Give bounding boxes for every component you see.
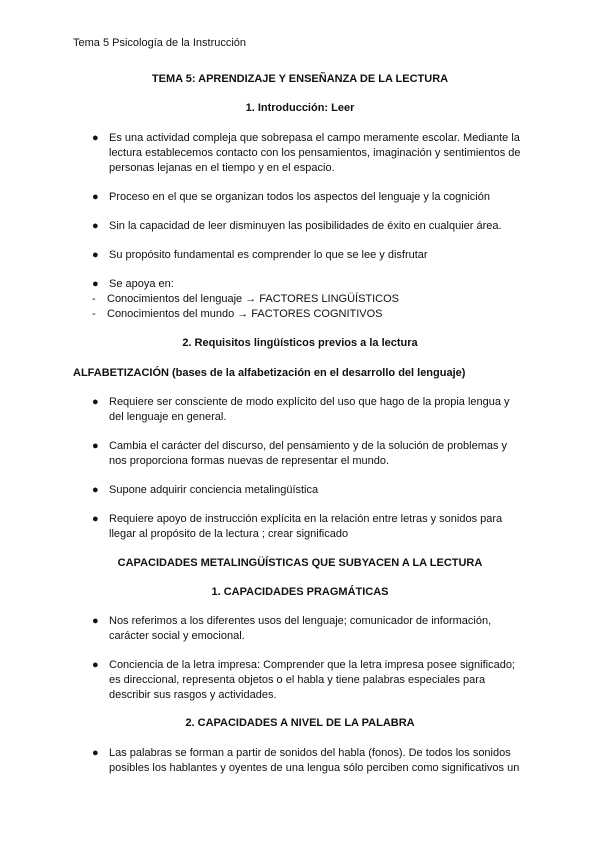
list-item-line: Supone adquirir conciencia metalingüística	[109, 484, 319, 496]
list-item-line: personas lejanas en el tiempo y en el espacio.	[109, 162, 335, 174]
bullet-glyph: ●	[92, 396, 99, 408]
list-item-line: Nos referimos a los diferentes usos del lenguaje; comunicador de información,	[109, 615, 492, 627]
list-item-line: lectura establecemos contacto con los pensamientos, imaginación y sentimientos de	[109, 147, 521, 159]
bullet-glyph: ●	[92, 220, 99, 232]
bullet-glyph: ●	[92, 484, 99, 496]
bullet-glyph: ●	[92, 747, 99, 759]
list-item-line: Conocimientos del mundo → FACTORES COGNITIVOS	[107, 308, 383, 320]
bullet-glyph: ●	[92, 659, 99, 671]
list-item-line: Sin la capacidad de leer disminuyen las posibilidades de éxito en cualquier área.	[109, 220, 502, 232]
bullet-glyph: ●	[92, 249, 99, 261]
bullet-glyph: ●	[92, 191, 99, 203]
bullet-glyph: ●	[92, 615, 99, 627]
list-item-line: del lenguaje en general.	[109, 411, 227, 423]
bullet-glyph: ●	[92, 132, 99, 144]
list-item-line: es direccional, representa objetos o el habla y tiene palabras especiales para	[109, 674, 486, 686]
list-item-line: Cambia el carácter del discurso, del pensamiento y de la solución de problemas y	[109, 440, 508, 452]
capacidades-title: CAPACIDADES METALINGÜÍSTICAS QUE SUBYACEN A LA LECTURA	[117, 557, 483, 569]
list-item-line: Las palabras se forman a partir de sonidos del habla (fonos). De todos los sonidos	[109, 747, 511, 759]
list-item-line: Requiere ser consciente de modo explícito del uso que hago de la propia lengua y	[109, 396, 510, 408]
bullet-glyph: ●	[92, 513, 99, 525]
section1-title: 1. Introducción: Leer	[245, 102, 355, 114]
section2-title: 2. Requisitos lingüísticos previos a la lectura	[182, 337, 418, 349]
list-item-line: nos proporciona formas nuevas de representar el mundo.	[109, 455, 390, 467]
pragmaticas-title: 1. CAPACIDADES PRAGMÁTICAS	[211, 586, 389, 598]
list-item-line: Conciencia de la letra impresa: Comprender que la letra impresa posee significado;	[109, 659, 515, 671]
dash-glyph: -	[92, 308, 96, 320]
list-item-line: Proceso en el que se organizan todos los aspectos del lenguaje y la cognición	[109, 191, 490, 203]
palabra-title: 2. CAPACIDADES A NIVEL DE LA PALABRA	[185, 717, 415, 729]
main-title: TEMA 5: APRENDIZAJE Y ENSEÑANZA DE LA LECTURA	[151, 73, 449, 85]
list-item-line: Se apoya en:	[109, 278, 174, 290]
bullet-glyph: ●	[92, 278, 99, 290]
list-item-line: Conocimientos del lenguaje → FACTORES LINGÜÍSTICOS	[107, 293, 400, 305]
page-header: Tema 5 Psicología de la Instrucción	[73, 37, 247, 49]
list-item-line: Es una actividad compleja que sobrepasa el campo meramente escolar. Mediante la	[109, 132, 520, 144]
list-item-line: Requiere apoyo de instrucción explícita en la relación entre letras y sonidos para	[109, 513, 503, 525]
bullet-glyph: ●	[92, 440, 99, 452]
dash-glyph: -	[92, 293, 96, 305]
list-item-line: carácter social y emocional.	[109, 630, 245, 642]
alfabetizacion-heading: ALFABETIZACIÓN (bases de la alfabetización en el desarrollo del lenguaje)	[73, 367, 466, 379]
list-item-line: posibles los hablantes y oyentes de una lengua sólo perciben como significativos un	[109, 762, 520, 774]
list-item-line: llegar al propósito de la lectura ; crear significado	[109, 528, 349, 540]
list-item-line: Su propósito fundamental es comprender lo que se lee y disfrutar	[109, 249, 428, 261]
list-item-line: describir sus rasgos y actividades.	[109, 689, 277, 701]
